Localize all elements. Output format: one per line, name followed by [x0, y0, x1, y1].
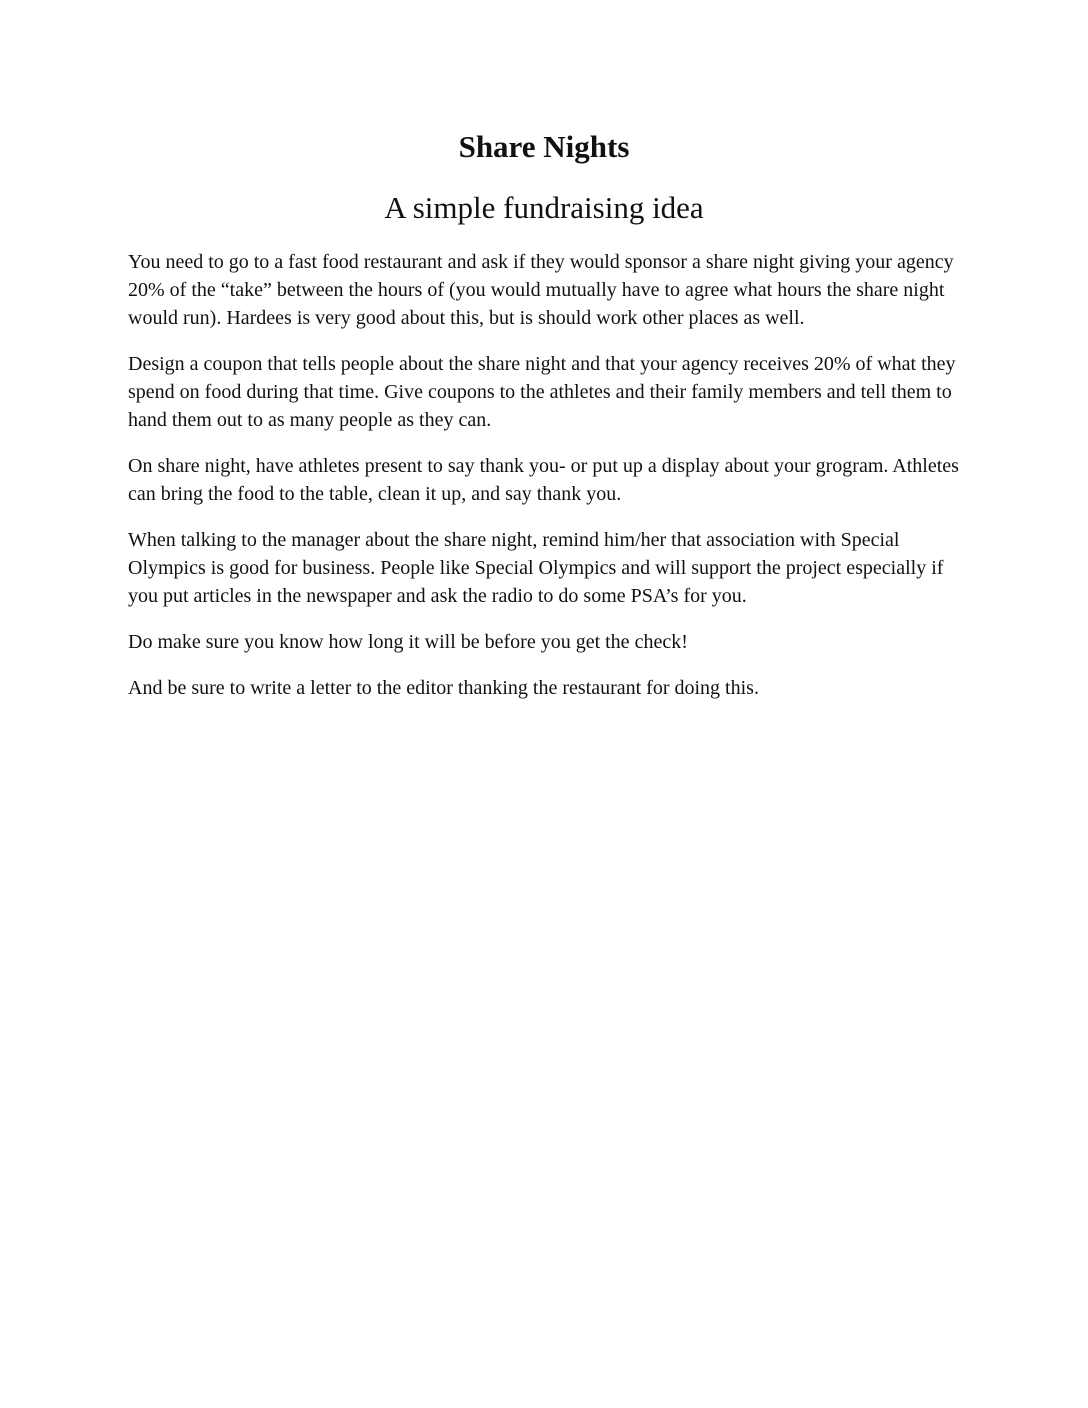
paragraph-letter: And be sure to write a letter to the editor thanking the restaurant for doing this.	[128, 677, 759, 699]
paragraph-coupon: Design a coupon that tells people about the share night and that your agency receives 20% of what they spend on food during that time. Give coupons to the athletes and their family members and tell them to hand them out to as many people as they can.	[128, 353, 956, 431]
paragraph-sponsor: You need to go to a fast food restaurant and ask if they would sponsor a share night giving your agency 20% of the “take” between the hours of (you would mutually have to agree what hours the share night would run). Hardees is very good about this, but is should work other places as well.	[128, 251, 954, 329]
paragraph-check: Do make sure you know how long it will be before you get the check!	[128, 631, 688, 653]
page-title: Share Nights	[458, 129, 630, 164]
document-body	[128, 248, 964, 720]
paragraph-manager: When talking to the manager about the share night, remind him/her that association with Special Olympics is good for business. People like Special Olympics and will support the project especially if you put articles in the newspaper and ask the radio to do some PSA’s for you.	[128, 529, 944, 607]
paragraph-share-night: On share night, have athletes present to say thank you- or put up a display about your grogram. Athletes can bring the food to the table, clean it up, and say thank you.	[128, 455, 959, 505]
page-subtitle: A simple fundraising idea	[384, 190, 704, 225]
